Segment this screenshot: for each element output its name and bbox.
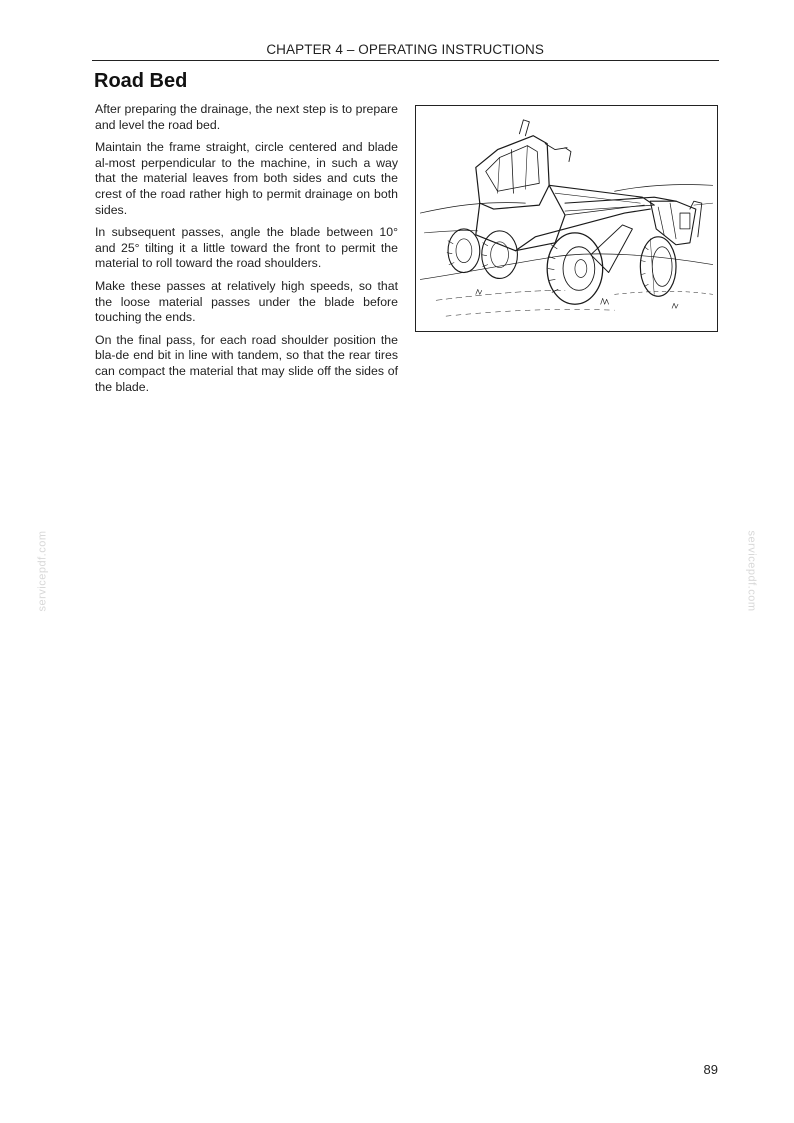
chapter-title: CHAPTER 4 – OPERATING INSTRUCTIONS bbox=[266, 42, 544, 57]
body-text bbox=[95, 102, 398, 402]
page-number: 89 bbox=[703, 1062, 718, 1077]
paragraph-1: After preparing the drainage, the next step is to prepare and level the road bed. bbox=[95, 102, 398, 132]
running-header bbox=[92, 40, 719, 61]
section-title: Road Bed bbox=[94, 70, 188, 92]
paragraph-4: Make these passes at relatively high speeds, so that the loose material passes under the blade before touching the ends. bbox=[95, 278, 398, 325]
watermark-right: servicepdf.com bbox=[745, 530, 758, 612]
paragraph-2: Maintain the frame straight, circle centered and blade al-most perpendicular to the machine, in such a way that the material leaves from both sides and cuts the crest of the road rather high to permit drainage on both sides. bbox=[95, 140, 398, 217]
paragraph-3: In subsequent passes, angle the blade between 10° and 25° tilting it a little toward the front to permit the material to roll toward the road shoulders. bbox=[95, 225, 398, 271]
watermark-left: servicepdf.com bbox=[36, 530, 49, 612]
figure-frame bbox=[415, 105, 718, 332]
motor-grader-illustration bbox=[416, 106, 717, 331]
paragraph-5: On the final pass, for each road shoulder position the bla-de end bit in line with tandem, so that the rear tires can compact the material that may slide off the sides of the blade. bbox=[95, 332, 398, 394]
